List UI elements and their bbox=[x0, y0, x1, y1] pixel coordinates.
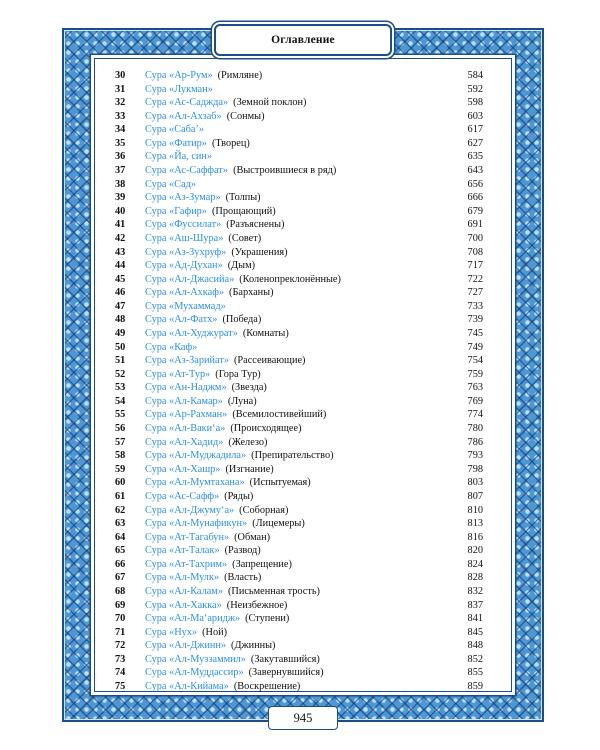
sura-page-number: 852 bbox=[467, 653, 483, 665]
sura-title-link[interactable] bbox=[145, 110, 265, 124]
sura-number: 33 bbox=[115, 110, 126, 122]
sura-page-number: 717 bbox=[467, 260, 483, 272]
sura-title-link[interactable] bbox=[145, 286, 274, 300]
sura-translation: (Завернувшийся) bbox=[248, 667, 324, 679]
sura-number: 36 bbox=[115, 151, 126, 163]
sura-title[interactable]: Сура «Ал-Хадид» bbox=[145, 436, 224, 448]
sura-title[interactable]: Сура «Ад-Духан» bbox=[145, 260, 223, 272]
toc-entry[interactable] bbox=[115, 680, 491, 694]
sura-number: 39 bbox=[115, 192, 126, 204]
sura-number: 37 bbox=[115, 165, 126, 177]
sura-translation: (Лицемеры) bbox=[252, 518, 305, 530]
sura-title[interactable]: Сура «Йа, син» bbox=[145, 151, 213, 163]
sura-page-number: 759 bbox=[467, 368, 483, 380]
sura-number: 30 bbox=[115, 70, 126, 81]
sura-page-number: 617 bbox=[467, 124, 483, 136]
sura-page-number: 598 bbox=[467, 97, 483, 109]
sura-title-link[interactable] bbox=[145, 341, 197, 355]
sura-translation: (Звезда) bbox=[231, 382, 267, 394]
sura-translation: (Власть) bbox=[224, 572, 262, 584]
sura-title[interactable]: Сура «Ал-Джуму‘а» bbox=[145, 504, 235, 516]
sura-number: 32 bbox=[115, 97, 126, 109]
sura-page-number: 691 bbox=[467, 219, 483, 231]
sura-title[interactable]: Сура «Ал-Джасийа» bbox=[145, 273, 235, 285]
sura-number: 44 bbox=[115, 260, 126, 272]
toc-entry[interactable] bbox=[115, 354, 491, 368]
sura-page-number: 820 bbox=[467, 545, 483, 557]
sura-page-number: 769 bbox=[467, 395, 483, 407]
sura-page-number: 584 bbox=[467, 70, 483, 81]
sura-title-link[interactable] bbox=[145, 327, 289, 341]
toc-entry[interactable] bbox=[115, 544, 491, 558]
sura-number: 59 bbox=[115, 463, 126, 475]
toc-entry[interactable] bbox=[115, 476, 491, 490]
page-title: Оглавление bbox=[271, 34, 335, 46]
sura-number: 45 bbox=[115, 273, 126, 285]
sura-title-link[interactable] bbox=[145, 544, 261, 558]
sura-page-number: 592 bbox=[467, 83, 483, 95]
sura-title-link[interactable] bbox=[145, 626, 227, 640]
sura-translation: (Запрещение) bbox=[232, 558, 292, 570]
toc-entry[interactable] bbox=[115, 395, 491, 409]
sura-page-number: 816 bbox=[467, 531, 483, 543]
sura-translation: (Комнаты) bbox=[242, 327, 289, 339]
sura-title-link[interactable] bbox=[145, 436, 267, 450]
sura-title[interactable]: Сура «Ал-Ахзаб» bbox=[145, 110, 222, 122]
sura-page-number: 722 bbox=[467, 273, 483, 285]
sura-translation: (Луна) bbox=[227, 395, 257, 407]
sura-title-link[interactable] bbox=[145, 123, 204, 137]
sura-title-link[interactable] bbox=[145, 463, 274, 477]
toc-entry[interactable] bbox=[115, 300, 491, 314]
sura-title[interactable]: Сура «Аз-Зумар» bbox=[145, 192, 221, 204]
toc-entry[interactable] bbox=[115, 246, 491, 260]
sura-title[interactable]: Сура «Ат-Талак» bbox=[145, 545, 220, 557]
sura-title-link[interactable] bbox=[145, 490, 253, 504]
sura-title[interactable]: Сура «Фуссилат» bbox=[145, 219, 222, 231]
sura-number: 47 bbox=[115, 300, 126, 312]
sura-title[interactable]: Сура «Ал-Худжурат» bbox=[145, 327, 238, 339]
sura-title[interactable]: Сура «Ал-Ахкаф» bbox=[145, 287, 225, 299]
sura-number: 54 bbox=[115, 395, 126, 407]
sura-page-number: 813 bbox=[467, 518, 483, 530]
toc-entry[interactable] bbox=[115, 164, 491, 178]
sura-number: 57 bbox=[115, 436, 126, 448]
sura-page-number: 700 bbox=[467, 232, 483, 244]
sura-title[interactable]: Сура «Ал-Мулк» bbox=[145, 572, 220, 584]
toc-entry[interactable] bbox=[115, 504, 491, 518]
toc-entry[interactable] bbox=[115, 205, 491, 219]
sura-number: 70 bbox=[115, 613, 126, 625]
sura-title[interactable]: Сура «Ал-Ма‘аридж» bbox=[145, 613, 241, 625]
sura-number: 35 bbox=[115, 137, 126, 149]
sura-title-link[interactable] bbox=[145, 69, 262, 83]
sura-translation: (Изгнание) bbox=[225, 463, 274, 475]
sura-number: 49 bbox=[115, 327, 126, 339]
sura-title[interactable]: Сура «Ан-Наджм» bbox=[145, 382, 227, 394]
sura-page-number: 810 bbox=[467, 504, 483, 516]
sura-translation: (Ной) bbox=[202, 626, 228, 638]
sura-page-number: 807 bbox=[467, 490, 483, 502]
sura-translation: (Сонмы) bbox=[226, 110, 265, 122]
sura-page-number: 708 bbox=[467, 246, 483, 258]
sura-title[interactable]: Сура «Каф» bbox=[145, 341, 198, 353]
sura-title-link[interactable] bbox=[145, 476, 311, 490]
sura-title-link[interactable] bbox=[145, 558, 292, 572]
sura-translation: (Барханы) bbox=[229, 287, 274, 299]
sura-page-number: 859 bbox=[467, 681, 483, 693]
sura-page-number: 780 bbox=[467, 423, 483, 435]
sura-page-number: 774 bbox=[467, 409, 483, 421]
toc-entry[interactable] bbox=[115, 436, 491, 450]
sura-title[interactable]: Сура «Аз-Зухруф» bbox=[145, 246, 227, 258]
sura-translation: (Ряды) bbox=[224, 490, 254, 502]
sura-title-link[interactable] bbox=[145, 653, 320, 667]
sura-page-number: 837 bbox=[467, 599, 483, 611]
toc-entry[interactable] bbox=[115, 313, 491, 327]
sura-title-link[interactable] bbox=[145, 599, 287, 613]
sura-page-number: 845 bbox=[467, 626, 483, 638]
sura-title[interactable]: Сура «Ар-Рум» bbox=[145, 70, 213, 81]
sura-number: 31 bbox=[115, 83, 126, 95]
sura-number: 66 bbox=[115, 558, 126, 570]
toc-entry[interactable] bbox=[115, 490, 491, 504]
sura-translation: (Железо) bbox=[228, 436, 268, 448]
sura-page-number: 635 bbox=[467, 151, 483, 163]
sura-number: 63 bbox=[115, 518, 126, 530]
toc-entry[interactable] bbox=[115, 422, 491, 436]
sura-page-number: 679 bbox=[467, 205, 483, 217]
sura-translation: (Препирательство) bbox=[251, 450, 334, 462]
sura-title-link[interactable] bbox=[145, 164, 336, 178]
toc-entry[interactable] bbox=[115, 585, 491, 599]
toc-entry[interactable] bbox=[115, 218, 491, 232]
toc-entry[interactable] bbox=[115, 69, 491, 83]
sura-page-number: 763 bbox=[467, 382, 483, 394]
sura-title-link[interactable] bbox=[145, 83, 213, 97]
sura-page-number: 832 bbox=[467, 585, 483, 597]
sura-title[interactable]: Сура «Ат-Тахрим» bbox=[145, 558, 228, 570]
toc-entry[interactable] bbox=[115, 463, 491, 477]
footer-cartouche bbox=[268, 706, 338, 730]
toc-entry[interactable] bbox=[115, 558, 491, 572]
sura-translation: (Толпы) bbox=[225, 192, 261, 204]
sura-translation: (Дым) bbox=[227, 260, 256, 272]
sura-number: 58 bbox=[115, 450, 126, 462]
sura-title[interactable]: Сура «Ал-Мунафикун» bbox=[145, 518, 248, 530]
sura-number: 69 bbox=[115, 599, 126, 611]
sura-title-link[interactable] bbox=[145, 300, 226, 314]
sura-title-link[interactable] bbox=[145, 232, 261, 246]
sura-translation: (Римляне) bbox=[217, 70, 263, 81]
sura-title-link[interactable] bbox=[145, 408, 326, 422]
toc-entry[interactable] bbox=[115, 110, 491, 124]
sura-title[interactable]: Сура «Аз-Зарийат» bbox=[145, 355, 229, 367]
sura-title-link[interactable] bbox=[145, 178, 196, 192]
sura-title[interactable]: Сура «Мухаммад» bbox=[145, 300, 226, 312]
sura-title-link[interactable] bbox=[145, 150, 212, 164]
sura-translation: (Земной поклон) bbox=[233, 97, 307, 109]
sura-title-link[interactable] bbox=[145, 218, 284, 232]
sura-translation: (Обман) bbox=[234, 531, 271, 543]
sura-translation: (Украшения) bbox=[231, 246, 288, 258]
sura-page-number: 749 bbox=[467, 341, 483, 353]
toc-entry[interactable] bbox=[115, 612, 491, 626]
sura-number: 40 bbox=[115, 205, 126, 217]
sura-translation: (Джинны) bbox=[231, 640, 276, 652]
sura-title-link[interactable] bbox=[145, 273, 341, 287]
sura-title[interactable]: Сура «Ал-Джинн» bbox=[145, 640, 227, 652]
sura-translation: (Прощающий) bbox=[211, 205, 276, 217]
sura-title[interactable]: Сура «Ал-Фатх» bbox=[145, 314, 218, 326]
sura-number: 65 bbox=[115, 545, 126, 557]
sura-title[interactable]: Сура «Ас-Саффат» bbox=[145, 165, 229, 177]
toc-entry[interactable] bbox=[115, 408, 491, 422]
sura-translation: (Разъяснены) bbox=[226, 219, 285, 231]
toc-entry[interactable] bbox=[115, 191, 491, 205]
sura-title[interactable]: Сура «Ал-Муддассир» bbox=[145, 667, 244, 679]
toc-entry[interactable] bbox=[115, 83, 491, 97]
toc-entry[interactable] bbox=[115, 449, 491, 463]
sura-page-number: 603 bbox=[467, 110, 483, 122]
sura-title-link[interactable] bbox=[145, 205, 276, 219]
sura-number: 72 bbox=[115, 640, 126, 652]
sura-title-link[interactable] bbox=[145, 639, 275, 653]
sura-number: 62 bbox=[115, 504, 126, 516]
sura-page-number: 848 bbox=[467, 640, 483, 652]
sura-translation: (Испытуемая) bbox=[249, 477, 311, 489]
sura-page-number: 745 bbox=[467, 327, 483, 339]
sura-page-number: 627 bbox=[467, 137, 483, 149]
sura-title-link[interactable] bbox=[145, 449, 334, 463]
toc-entry[interactable] bbox=[115, 368, 491, 382]
sura-number: 61 bbox=[115, 490, 126, 502]
header-cartouche bbox=[214, 24, 392, 56]
sura-number: 52 bbox=[115, 368, 126, 380]
toc-entry[interactable] bbox=[115, 571, 491, 585]
sura-title[interactable]: Сура «Сад» bbox=[145, 178, 197, 190]
toc-entry[interactable] bbox=[115, 327, 491, 341]
sura-title[interactable]: Сура «Фатир» bbox=[145, 137, 207, 149]
sura-title-link[interactable] bbox=[145, 259, 255, 273]
sura-title-link[interactable] bbox=[145, 395, 257, 409]
sura-page-number: 798 bbox=[467, 463, 483, 475]
sura-title-link[interactable] bbox=[145, 504, 288, 518]
sura-number: 53 bbox=[115, 382, 126, 394]
toc-entry[interactable] bbox=[115, 232, 491, 246]
sura-number: 34 bbox=[115, 124, 126, 136]
sura-title-link[interactable] bbox=[145, 137, 250, 151]
sura-page-number: 727 bbox=[467, 287, 483, 299]
sura-title[interactable]: Сура «Ал-Мумтахана» bbox=[145, 477, 245, 489]
sura-title[interactable]: Сура «Ас-Саджда» bbox=[145, 97, 229, 109]
sura-number: 42 bbox=[115, 232, 126, 244]
sura-title-link[interactable] bbox=[145, 246, 288, 260]
sura-translation: (Гора Тур) bbox=[215, 368, 261, 380]
sura-translation: (Ступени) bbox=[245, 613, 290, 625]
sura-number: 38 bbox=[115, 178, 126, 190]
sura-number: 71 bbox=[115, 626, 126, 638]
sura-page-number: 855 bbox=[467, 667, 483, 679]
sura-translation: (Коленопреклонённые) bbox=[239, 273, 341, 285]
sura-title-link[interactable] bbox=[145, 96, 306, 110]
sura-title[interactable]: Сура «Ар-Рахман» bbox=[145, 409, 228, 421]
sura-title[interactable]: Сура «Ал-Хакка» bbox=[145, 599, 222, 611]
sura-title[interactable]: Сура «Лукман» bbox=[145, 83, 213, 95]
sura-number: 50 bbox=[115, 341, 126, 353]
sura-page-number: 828 bbox=[467, 572, 483, 584]
sura-number: 67 bbox=[115, 572, 126, 584]
sura-page-number: 793 bbox=[467, 450, 483, 462]
sura-title[interactable]: Сура «Ал-Кийама» bbox=[145, 681, 229, 693]
sura-number: 48 bbox=[115, 314, 126, 326]
sura-page-number: 666 bbox=[467, 192, 483, 204]
sura-title[interactable]: Сура «Ас-Сафф» bbox=[145, 490, 220, 502]
sura-title[interactable]: Сура «Ал-Камар» bbox=[145, 395, 223, 407]
sura-title-link[interactable] bbox=[145, 571, 261, 585]
sura-page-number: 824 bbox=[467, 558, 483, 570]
toc-entry[interactable] bbox=[115, 123, 491, 137]
toc-entry[interactable] bbox=[115, 259, 491, 273]
sura-title[interactable]: Сура «Ал-Калам» bbox=[145, 585, 223, 597]
sura-page-number: 754 bbox=[467, 355, 483, 367]
sura-translation: (Победа) bbox=[222, 314, 262, 326]
sura-number: 46 bbox=[115, 287, 126, 299]
sura-translation: (Неизбежное) bbox=[226, 599, 288, 611]
sura-title[interactable]: Сура «Нух» bbox=[145, 626, 198, 638]
sura-title-link[interactable] bbox=[145, 354, 305, 368]
sura-translation: (Воскрешение) bbox=[233, 681, 301, 693]
toc-entry[interactable] bbox=[115, 517, 491, 531]
sura-translation: (Всемилостивейший) bbox=[232, 409, 327, 421]
sura-title-link[interactable] bbox=[145, 680, 300, 694]
sura-number: 60 bbox=[115, 477, 126, 489]
sura-number: 73 bbox=[115, 653, 126, 665]
sura-page-number: 803 bbox=[467, 477, 483, 489]
sura-number: 41 bbox=[115, 219, 126, 231]
sura-number: 74 bbox=[115, 667, 126, 679]
sura-title[interactable]: Сура «Аш-Шура» bbox=[145, 232, 224, 244]
toc-entry[interactable] bbox=[115, 96, 491, 110]
sura-page-number: 733 bbox=[467, 300, 483, 312]
toc-entry[interactable] bbox=[115, 639, 491, 653]
toc-entry[interactable] bbox=[115, 666, 491, 680]
sura-title[interactable]: Сура «Ал-Муззаммил» bbox=[145, 653, 246, 665]
sura-page-number: 841 bbox=[467, 613, 483, 625]
sura-translation: (Развод) bbox=[224, 545, 261, 557]
sura-title-link[interactable] bbox=[145, 585, 320, 599]
toc-entry[interactable] bbox=[115, 626, 491, 640]
sura-title-link[interactable] bbox=[145, 531, 270, 545]
sura-title-link[interactable] bbox=[145, 368, 261, 382]
table-of-contents bbox=[115, 69, 491, 694]
sura-translation: (Выстроившиеся в ряд) bbox=[233, 165, 337, 177]
sura-title[interactable]: Сура «Ал-Ваки‘а» bbox=[145, 423, 226, 435]
sura-title-link[interactable] bbox=[145, 612, 289, 626]
sura-page-number: 739 bbox=[467, 314, 483, 326]
sura-page-number: 643 bbox=[467, 165, 483, 177]
toc-entry[interactable] bbox=[115, 137, 491, 151]
toc-entry[interactable] bbox=[115, 653, 491, 667]
sura-page-number: 656 bbox=[467, 178, 483, 190]
sura-title-link[interactable] bbox=[145, 381, 267, 395]
sura-title-link[interactable] bbox=[145, 313, 261, 327]
sura-number: 56 bbox=[115, 423, 126, 435]
sura-translation: (Письменная трость) bbox=[227, 585, 320, 597]
toc-entry[interactable] bbox=[115, 531, 491, 545]
sura-translation: (Совет) bbox=[228, 232, 262, 244]
sura-number: 51 bbox=[115, 355, 126, 367]
sura-title[interactable]: Сура «Ат-Тур» bbox=[145, 368, 211, 380]
sura-title[interactable]: Сура «Ал-Хашр» bbox=[145, 463, 221, 475]
sura-title[interactable]: Сура «Ал-Муджадила» bbox=[145, 450, 247, 462]
sura-translation: (Рассеивающие) bbox=[233, 355, 306, 367]
sura-title-link[interactable] bbox=[145, 191, 261, 205]
sura-title-link[interactable] bbox=[145, 666, 324, 680]
toc-entry[interactable] bbox=[115, 178, 491, 192]
toc-entry[interactable] bbox=[115, 341, 491, 355]
toc-entry[interactable] bbox=[115, 381, 491, 395]
toc-entry[interactable] bbox=[115, 599, 491, 613]
sura-translation: (Закутавшийся) bbox=[250, 653, 320, 665]
sura-title[interactable]: Сура «Ат-Тагабун» bbox=[145, 531, 230, 543]
toc-entry[interactable] bbox=[115, 273, 491, 287]
sura-translation: (Творец) bbox=[211, 137, 250, 149]
sura-number: 43 bbox=[115, 246, 126, 258]
sura-translation: (Соборная) bbox=[239, 504, 289, 516]
toc-entry[interactable] bbox=[115, 150, 491, 164]
sura-title-link[interactable] bbox=[145, 517, 305, 531]
sura-title[interactable]: Сура «Саба’» bbox=[145, 124, 205, 136]
sura-number: 55 bbox=[115, 409, 126, 421]
sura-number: 68 bbox=[115, 585, 126, 597]
toc-entry[interactable] bbox=[115, 286, 491, 300]
sura-title[interactable]: Сура «Гафир» bbox=[145, 205, 207, 217]
sura-page-number: 786 bbox=[467, 436, 483, 448]
sura-title-link[interactable] bbox=[145, 422, 302, 436]
sura-translation: (Происходящее) bbox=[230, 423, 302, 435]
sura-number: 75 bbox=[115, 681, 126, 693]
sura-number: 64 bbox=[115, 531, 126, 543]
page-number: 945 bbox=[293, 710, 313, 725]
